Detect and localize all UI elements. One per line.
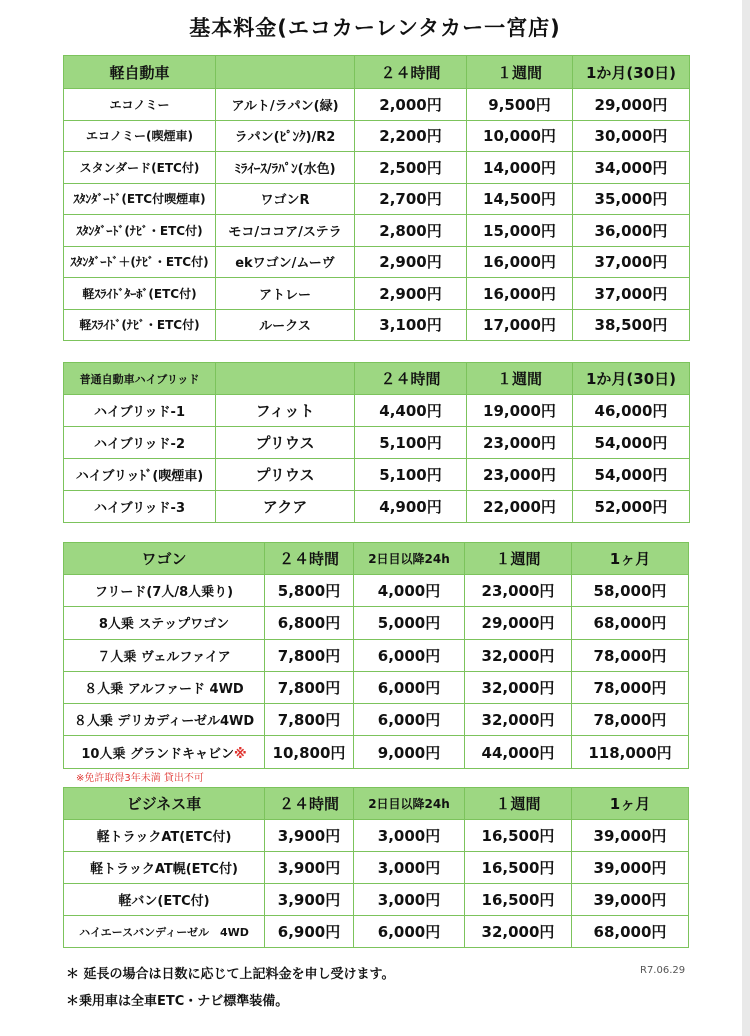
business-cell-3 xyxy=(465,916,572,948)
kei-cell-4 xyxy=(573,89,690,121)
business-cell-text: 16,500円 xyxy=(481,859,555,877)
wagon-cell-4 xyxy=(572,575,689,607)
business-table-body xyxy=(64,788,689,948)
wagon-cell-3 xyxy=(465,575,572,607)
kei-cell-text: 10,000円 xyxy=(483,127,556,146)
kei-row xyxy=(64,89,690,121)
hybrid-header-24h: ２４時間 xyxy=(355,363,467,395)
wagon-cell-4 xyxy=(572,736,689,768)
kei-cell-1 xyxy=(216,215,355,247)
kei-cell-text: ラパン(ﾋﾟﾝｸ)/R2 xyxy=(234,130,336,146)
business-row xyxy=(64,884,689,916)
business-row xyxy=(64,820,689,852)
business-cell-4 xyxy=(572,916,689,948)
wagon-cell-1 xyxy=(265,575,354,607)
hybrid-header-blank xyxy=(216,363,355,395)
kei-cell-1 xyxy=(216,89,355,121)
wagon-header-1month: 1ヶ月 xyxy=(572,543,689,575)
business-cell-1 xyxy=(265,852,354,884)
kei-cell-1 xyxy=(216,278,355,310)
hybrid-cell-text: フィット xyxy=(255,402,315,420)
business-cell-3 xyxy=(465,852,572,884)
kei-cell-text: 14,500円 xyxy=(483,190,556,209)
hybrid-cell-text: 54,000円 xyxy=(594,434,668,452)
wagon-cell-2 xyxy=(354,607,465,639)
wagon-cell-3 xyxy=(465,671,572,703)
wagon-row xyxy=(64,704,689,736)
kei-cell-2 xyxy=(355,278,467,310)
wagon-cell-text: 78,000円 xyxy=(593,711,667,730)
business-cell-2 xyxy=(354,820,465,852)
business-header-category: ビジネス車 xyxy=(64,788,265,820)
license-restriction-mark: ※ xyxy=(233,746,247,762)
page-title: 基本料金(エコカーレンタカー一宮店) xyxy=(189,16,561,40)
kei-cell-0 xyxy=(64,120,216,152)
kei-cell-text: 2,900円 xyxy=(379,253,442,272)
hybrid-cell-text: 5,100円 xyxy=(379,466,442,484)
wagon-cell-text: 29,000円 xyxy=(481,614,555,633)
wagon-cell-text: 68,000円 xyxy=(593,614,667,633)
kei-cell-text: 3,100円 xyxy=(379,316,442,335)
hybrid-cell-text: 23,000円 xyxy=(483,434,556,452)
business-cell-2 xyxy=(354,916,465,948)
hybrid-cell-text: 4,400円 xyxy=(379,402,442,420)
hybrid-table-body xyxy=(64,363,690,523)
hybrid-cell-text: 52,000円 xyxy=(594,498,668,516)
wagon-cell-text: 4,000円 xyxy=(377,582,441,601)
hybrid-row xyxy=(64,427,690,459)
kei-cell-4 xyxy=(573,278,690,310)
wagon-cell-2 xyxy=(354,736,465,768)
hybrid-cell-0 xyxy=(64,491,216,523)
wagon-cell-0 xyxy=(64,736,265,768)
kei-cell-0 xyxy=(64,246,216,278)
business-cell-3 xyxy=(465,884,572,916)
hybrid-cell-3 xyxy=(467,491,573,523)
wagon-rate-table xyxy=(63,542,689,769)
business-header-row xyxy=(64,788,689,820)
wagon-cell-text: 5,000円 xyxy=(377,614,441,633)
kei-cell-text: ワゴンR xyxy=(260,193,310,209)
kei-cell-text: 2,200円 xyxy=(379,127,442,146)
wagon-header-24h: ２４時間 xyxy=(265,543,354,575)
kei-cell-1 xyxy=(216,309,355,341)
kei-cell-2 xyxy=(355,89,467,121)
hybrid-cell-1 xyxy=(216,395,355,427)
wagon-cell-2 xyxy=(354,639,465,671)
kei-cell-text: 17,000円 xyxy=(483,316,556,335)
hybrid-cell-2 xyxy=(355,395,467,427)
hybrid-cell-0 xyxy=(64,459,216,491)
wagon-cell-3 xyxy=(465,736,572,768)
business-cell-text: 軽トラックAT幌(ETC付) xyxy=(90,862,238,877)
wagon-cell-text: 7,800円 xyxy=(277,711,341,730)
wagon-cell-text: 9,000円 xyxy=(377,743,441,762)
kei-cell-2 xyxy=(355,183,467,215)
business-cell-text: 3,000円 xyxy=(377,859,441,877)
wagon-cell-text: 32,000円 xyxy=(481,679,555,698)
business-cell-text: 3,900円 xyxy=(277,827,341,845)
wagon-cell-3 xyxy=(465,639,572,671)
kei-cell-4 xyxy=(573,215,690,247)
kei-cell-3 xyxy=(467,120,573,152)
kei-cell-0 xyxy=(64,89,216,121)
kei-cell-3 xyxy=(467,246,573,278)
kei-cell-text: アルト/ラパン(緑) xyxy=(231,98,339,114)
business-cell-4 xyxy=(572,852,689,884)
kei-cell-1 xyxy=(216,246,355,278)
wagon-cell-4 xyxy=(572,671,689,703)
hybrid-cell-text: アクア xyxy=(262,498,308,516)
business-cell-text: 16,500円 xyxy=(481,827,555,845)
kei-cell-1 xyxy=(216,152,355,184)
kei-cell-4 xyxy=(573,120,690,152)
hybrid-header-category: 普通自動車ハイブリッド xyxy=(64,363,216,395)
wagon-license-note: ※免許取得3年未満 貸出不可 xyxy=(76,773,204,784)
kei-row xyxy=(64,152,690,184)
hybrid-cell-text: ハイブリッド-1 xyxy=(93,405,185,420)
kei-cell-text: 34,000円 xyxy=(594,158,668,177)
kei-cell-2 xyxy=(355,152,467,184)
business-cell-text: 6,900円 xyxy=(277,923,341,941)
kei-cell-2 xyxy=(355,215,467,247)
kei-cell-text: ｽﾀﾝﾀﾞｰﾄﾞ＋(ﾅﾋﾞ・ETC付) xyxy=(70,255,209,270)
kei-cell-4 xyxy=(573,246,690,278)
wagon-header-row xyxy=(64,543,689,575)
hybrid-cell-text: 4,900円 xyxy=(379,498,442,516)
business-cell-text: 39,000円 xyxy=(593,859,667,877)
hybrid-cell-text: ハイブリッド-3 xyxy=(93,501,185,516)
kei-header-1week: １週間 xyxy=(467,56,573,89)
kei-cell-0 xyxy=(64,278,216,310)
hybrid-cell-text: ハイブリッド-2 xyxy=(93,437,185,452)
hybrid-cell-text: 22,000円 xyxy=(483,498,556,516)
kei-row xyxy=(64,278,690,310)
wagon-cell-text: 7,800円 xyxy=(277,646,341,665)
kei-cell-0 xyxy=(64,152,216,184)
business-cell-text: 3,000円 xyxy=(377,891,441,909)
kei-cell-text: 2,000円 xyxy=(379,95,442,114)
wagon-table-body xyxy=(64,543,689,769)
hybrid-cell-0 xyxy=(64,427,216,459)
kei-car-rate-table xyxy=(63,55,690,341)
wagon-cell-text: フリード(7人/8人乗り) xyxy=(94,585,234,601)
hybrid-cell-3 xyxy=(467,395,573,427)
kei-cell-text: 14,000円 xyxy=(483,158,556,177)
wagon-cell-1 xyxy=(265,639,354,671)
hybrid-header-1month: 1か月(30日) xyxy=(573,363,690,395)
kei-cell-text: モコ/ココア/ステラ xyxy=(228,224,342,240)
kei-row xyxy=(64,120,690,152)
wagon-cell-text: 78,000円 xyxy=(593,646,667,665)
kei-cell-text: 36,000円 xyxy=(594,221,668,240)
business-cell-text: 軽バン(ETC付) xyxy=(118,894,210,909)
wagon-cell-1 xyxy=(265,671,354,703)
kei-cell-text: ルークス xyxy=(259,319,311,335)
business-cell-0 xyxy=(64,884,265,916)
kei-cell-text: 37,000円 xyxy=(594,253,668,272)
business-cell-4 xyxy=(572,820,689,852)
hybrid-cell-4 xyxy=(573,491,690,523)
business-rate-table xyxy=(63,787,689,948)
wagon-cell-2 xyxy=(354,575,465,607)
wagon-cell-text: 8人乗 ステップワゴン xyxy=(98,617,230,633)
wagon-row xyxy=(64,639,689,671)
wagon-header-day2: 2日目以降24h xyxy=(354,543,465,575)
footnote-extension: ＊ 延長の場合は日数に応じて上記料金を申し受けます。 xyxy=(66,967,395,982)
kei-cell-2 xyxy=(355,246,467,278)
kei-cell-4 xyxy=(573,309,690,341)
kei-cell-text: 2,800円 xyxy=(379,221,442,240)
wagon-cell-text: 6,000円 xyxy=(377,646,441,665)
hybrid-rate-table xyxy=(63,362,690,523)
hybrid-row xyxy=(64,395,690,427)
business-cell-text: 68,000円 xyxy=(593,923,667,941)
kei-cell-3 xyxy=(467,278,573,310)
kei-row xyxy=(64,309,690,341)
wagon-cell-text: 10人乗 グランドキャビン xyxy=(81,746,234,762)
kei-cell-3 xyxy=(467,89,573,121)
wagon-cell-1 xyxy=(265,704,354,736)
business-cell-text: 3,000円 xyxy=(377,827,441,845)
wagon-cell-2 xyxy=(354,704,465,736)
business-row xyxy=(64,916,689,948)
kei-cell-text: 2,900円 xyxy=(379,284,442,303)
wagon-cell-text: 78,000円 xyxy=(593,679,667,698)
hybrid-cell-4 xyxy=(573,427,690,459)
wagon-row xyxy=(64,736,689,768)
hybrid-cell-2 xyxy=(355,459,467,491)
wagon-cell-4 xyxy=(572,607,689,639)
business-cell-text: 32,000円 xyxy=(481,923,555,941)
wagon-cell-text: 44,000円 xyxy=(481,743,555,762)
hybrid-cell-text: 54,000円 xyxy=(594,466,668,484)
kei-cell-1 xyxy=(216,183,355,215)
kei-cell-4 xyxy=(573,152,690,184)
kei-cell-text: ﾐﾗｲｰｽ/ﾗﾊﾟﾝ(水色) xyxy=(234,161,336,177)
business-cell-2 xyxy=(354,884,465,916)
hybrid-cell-4 xyxy=(573,395,690,427)
kei-table-body xyxy=(64,56,690,341)
hybrid-cell-3 xyxy=(467,459,573,491)
wagon-cell-text: 6,000円 xyxy=(377,711,441,730)
hybrid-cell-1 xyxy=(216,491,355,523)
right-edge-bar xyxy=(742,0,750,1036)
wagon-cell-text: 58,000円 xyxy=(593,582,667,601)
kei-row xyxy=(64,246,690,278)
kei-header-row xyxy=(64,56,690,89)
kei-cell-text: 2,700円 xyxy=(379,190,442,209)
kei-cell-text: 軽ｽﾗｲﾄﾞ(ﾅﾋﾞ・ETC付) xyxy=(79,318,200,333)
kei-cell-text: 16,000円 xyxy=(483,284,556,303)
kei-cell-text: 38,500円 xyxy=(594,316,668,335)
kei-cell-0 xyxy=(64,183,216,215)
kei-cell-text: エコノミー xyxy=(109,97,170,112)
business-cell-1 xyxy=(265,884,354,916)
wagon-cell-text: 23,000円 xyxy=(481,582,555,601)
hybrid-cell-1 xyxy=(216,459,355,491)
kei-cell-text: 37,000円 xyxy=(594,284,668,303)
wagon-cell-2 xyxy=(354,671,465,703)
business-cell-text: 6,000円 xyxy=(377,923,441,941)
kei-header-blank xyxy=(216,56,355,89)
business-cell-text: 軽トラックAT(ETC付) xyxy=(96,830,232,845)
business-cell-0 xyxy=(64,820,265,852)
hybrid-cell-text: 23,000円 xyxy=(483,466,556,484)
hybrid-row xyxy=(64,459,690,491)
kei-cell-2 xyxy=(355,309,467,341)
kei-header-24h: ２４時間 xyxy=(355,56,467,89)
hybrid-cell-text: プリウス xyxy=(255,466,315,484)
business-cell-2 xyxy=(354,852,465,884)
kei-cell-0 xyxy=(64,215,216,247)
kei-cell-3 xyxy=(467,152,573,184)
wagon-cell-text: 6,000円 xyxy=(377,679,441,698)
kei-row xyxy=(64,215,690,247)
business-cell-1 xyxy=(265,916,354,948)
hybrid-cell-2 xyxy=(355,491,467,523)
kei-cell-3 xyxy=(467,309,573,341)
wagon-cell-4 xyxy=(572,704,689,736)
kei-row xyxy=(64,183,690,215)
business-cell-4 xyxy=(572,884,689,916)
kei-cell-text: 2,500円 xyxy=(379,158,442,177)
business-cell-text: 39,000円 xyxy=(593,827,667,845)
kei-cell-text: アトレー xyxy=(258,287,311,303)
wagon-cell-text: 6,800円 xyxy=(277,614,341,633)
kei-cell-text: ｽﾀﾝﾀﾞｰﾄﾞ(ﾅﾋﾞ・ETC付) xyxy=(76,223,203,238)
business-row xyxy=(64,852,689,884)
wagon-cell-text: ８人乗 デリカディーゼル4WD xyxy=(73,714,255,730)
kei-cell-text: 軽ｽﾗｲﾄﾞﾀｰﾎﾞ(ETC付) xyxy=(82,286,197,301)
kei-cell-text: 30,000円 xyxy=(594,127,668,146)
wagon-cell-text: 118,000円 xyxy=(588,743,672,762)
wagon-cell-4 xyxy=(572,639,689,671)
hybrid-cell-1 xyxy=(216,427,355,459)
hybrid-cell-4 xyxy=(573,459,690,491)
kei-cell-0 xyxy=(64,309,216,341)
business-cell-text: 3,900円 xyxy=(277,891,341,909)
wagon-cell-text: ８人乗 アルファード 4WD xyxy=(84,682,244,698)
kei-cell-text: ekワゴン/ムーヴ xyxy=(235,256,335,272)
business-header-24h: ２４時間 xyxy=(265,788,354,820)
business-header-1week: １週間 xyxy=(465,788,572,820)
wagon-cell-text: 10,800円 xyxy=(272,743,346,762)
footnote-equipment: ＊乗用車は全車ETC・ナビ標準装備。 xyxy=(66,994,289,1009)
kei-cell-3 xyxy=(467,183,573,215)
wagon-cell-text: 7,800円 xyxy=(277,679,341,698)
kei-cell-text: ｽﾀﾝﾀﾞｰﾄﾞ(ETC付喫煙車) xyxy=(73,192,206,207)
kei-cell-text: 15,000円 xyxy=(483,221,556,240)
wagon-cell-text: 5,800円 xyxy=(277,582,341,601)
kei-cell-text: 9,500円 xyxy=(488,95,551,114)
kei-cell-2 xyxy=(355,120,467,152)
kei-cell-3 xyxy=(467,215,573,247)
wagon-cell-0 xyxy=(64,671,265,703)
hybrid-header-1week: １週間 xyxy=(467,363,573,395)
business-cell-text: 3,900円 xyxy=(277,859,341,877)
business-cell-text: 39,000円 xyxy=(593,891,667,909)
wagon-row xyxy=(64,575,689,607)
hybrid-cell-0 xyxy=(64,395,216,427)
kei-cell-1 xyxy=(216,120,355,152)
wagon-cell-3 xyxy=(465,607,572,639)
kei-cell-4 xyxy=(573,183,690,215)
hybrid-cell-text: ハイブリッﾄﾞ(喫煙車) xyxy=(75,469,204,484)
kei-cell-text: スタンダード(ETC付) xyxy=(79,160,200,175)
hybrid-row xyxy=(64,491,690,523)
wagon-cell-text: ７人乗 ヴェルファイア xyxy=(97,649,231,665)
business-cell-text: 16,500円 xyxy=(481,891,555,909)
wagon-cell-text: 32,000円 xyxy=(481,711,555,730)
wagon-cell-3 xyxy=(465,704,572,736)
kei-header-1month: 1か月(30日) xyxy=(573,56,690,89)
business-header-1month: 1ヶ月 xyxy=(572,788,689,820)
hybrid-cell-text: 19,000円 xyxy=(483,402,556,420)
wagon-header-1week: １週間 xyxy=(465,543,572,575)
wagon-cell-0 xyxy=(64,575,265,607)
kei-cell-text: 16,000円 xyxy=(483,253,556,272)
wagon-cell-1 xyxy=(265,736,354,768)
kei-cell-text: 35,000円 xyxy=(594,190,668,209)
hybrid-cell-3 xyxy=(467,427,573,459)
wagon-row xyxy=(64,607,689,639)
kei-cell-text: エコノミー(喫煙車) xyxy=(86,129,193,144)
wagon-header-category: ワゴン xyxy=(64,543,265,575)
business-header-day2: 2日目以降24h xyxy=(354,788,465,820)
wagon-row xyxy=(64,671,689,703)
business-cell-1 xyxy=(265,820,354,852)
hybrid-header-row xyxy=(64,363,690,395)
kei-header-category: 軽自動車 xyxy=(64,56,216,89)
hybrid-cell-text: 46,000円 xyxy=(594,402,668,420)
hybrid-cell-text: 5,100円 xyxy=(379,434,442,452)
revision-date: R7.06.29 xyxy=(640,965,686,976)
wagon-cell-text: 32,000円 xyxy=(481,646,555,665)
business-cell-3 xyxy=(465,820,572,852)
wagon-cell-0 xyxy=(64,607,265,639)
kei-cell-text: 29,000円 xyxy=(594,95,668,114)
wagon-cell-1 xyxy=(265,607,354,639)
hybrid-cell-2 xyxy=(355,427,467,459)
business-cell-0 xyxy=(64,852,265,884)
hybrid-cell-text: プリウス xyxy=(255,434,315,452)
wagon-cell-0 xyxy=(64,639,265,671)
business-cell-0 xyxy=(64,916,265,948)
business-cell-text: ハイエースバンディーゼル 4WD xyxy=(79,925,249,939)
wagon-cell-0 xyxy=(64,704,265,736)
